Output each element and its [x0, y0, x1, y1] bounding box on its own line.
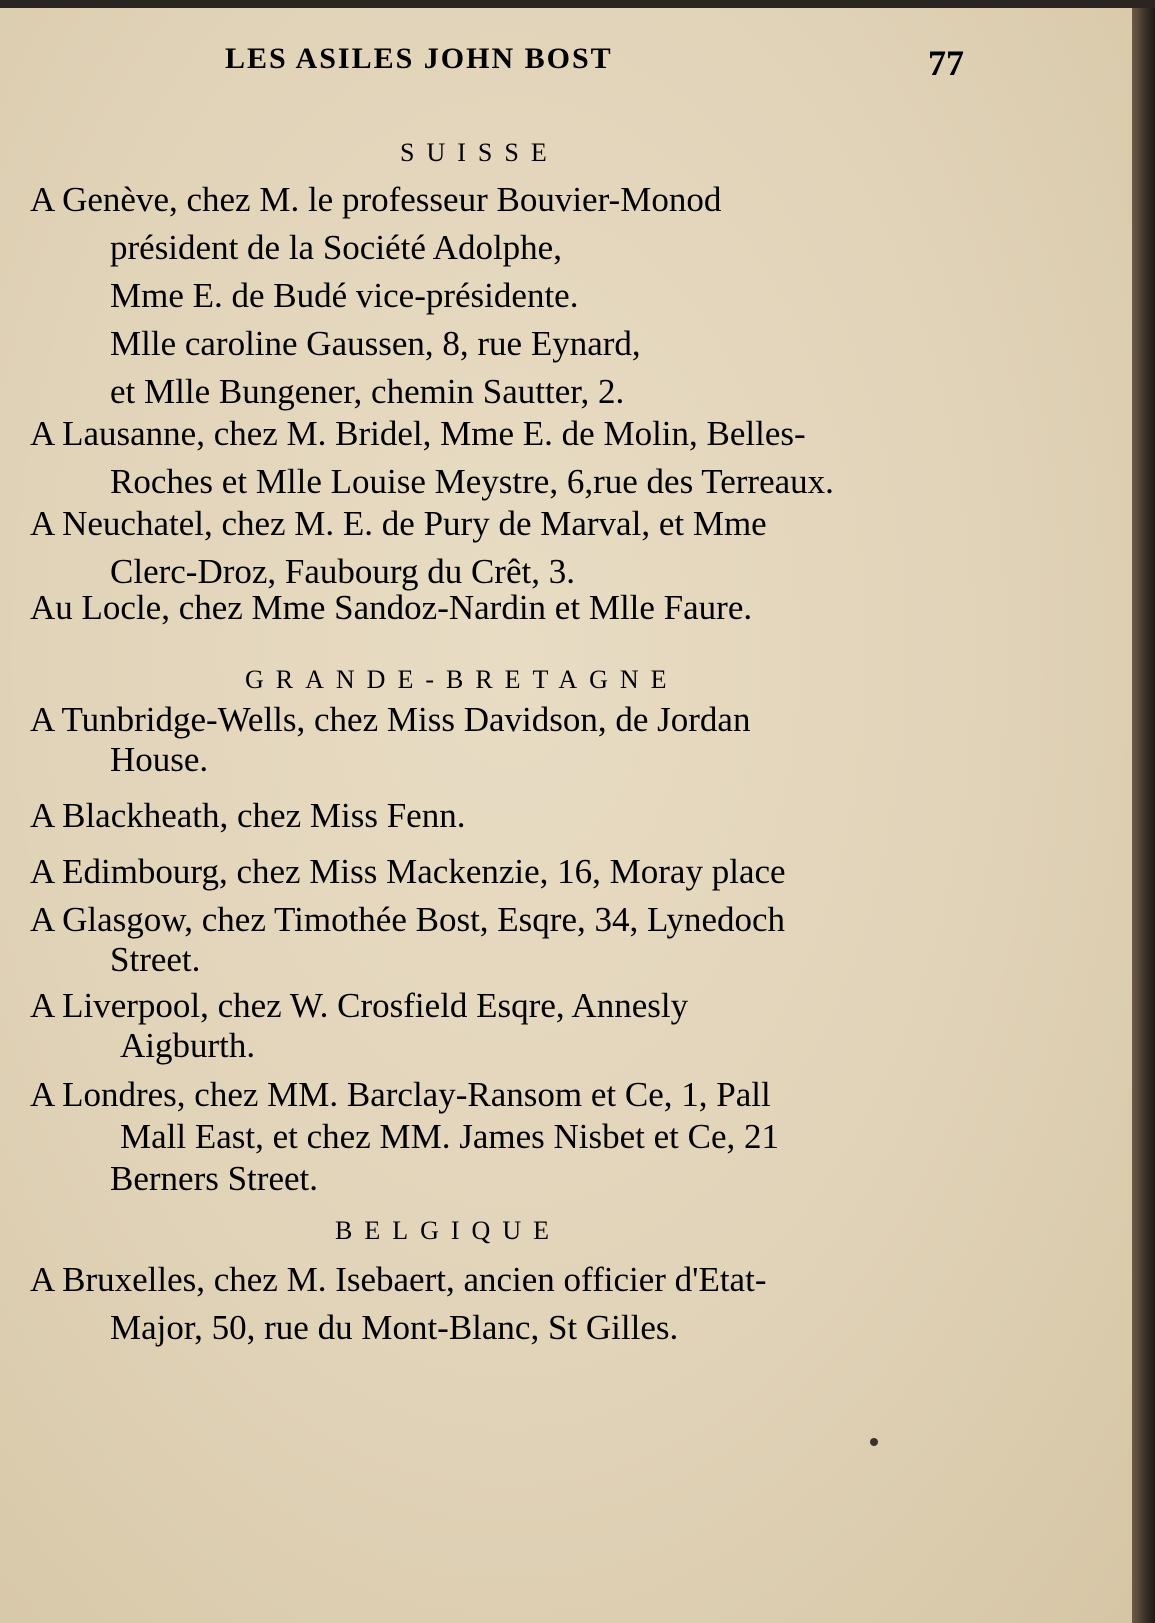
entry-line: Clerc-Droz, Faubourg du Crêt, 3. — [110, 552, 575, 591]
entry-line: président de la Société Adolphe, — [110, 228, 562, 267]
entry-tunbridge-wells — [30, 700, 980, 780]
entry-line: A Bruxelles, chez M. Isebaert, ancien officier d'Etat- — [30, 1260, 767, 1299]
running-title: LES ASILES JOHN BOST — [225, 42, 613, 75]
entry-line: A Neuchatel, chez M. E. de Pury de Marval, et Mme — [30, 504, 767, 543]
section-title-suisse: SUISSE — [400, 138, 559, 167]
entry-line: A Edimbourg, chez Miss Mackenzie, 16, Moray place — [30, 852, 786, 891]
entry-neuchatel — [30, 500, 980, 596]
section-title-belgique: BELGIQUE — [335, 1216, 561, 1245]
entry-londres — [30, 1074, 980, 1200]
entry-line: Roches et Mlle Louise Meystre, 6,rue des Terreaux. — [110, 462, 834, 501]
entry-line: A Genève, chez M. le professeur Bouvier-Monod — [30, 180, 722, 219]
entry-line: Mall East, et chez MM. James Nisbet et Ce, 21 — [120, 1117, 780, 1156]
entry-line: Aigburth. — [120, 1026, 256, 1065]
entry-glasgow — [30, 900, 980, 980]
entry-line: A Blackheath, chez Miss Fenn. — [30, 796, 466, 835]
ink-speck — [870, 1438, 878, 1446]
entry-line: Street. — [110, 940, 201, 979]
page-number: 77 — [928, 43, 964, 83]
entry-line: House. — [110, 740, 209, 779]
section-title-grande-bretagne: GRANDE-BRETAGNE — [245, 665, 679, 694]
page-edge — [1132, 8, 1155, 1623]
entry-line: Au Locle, chez Mme Sandoz-Nardin et Mlle Faure. — [30, 588, 753, 627]
entry-edimbourg — [30, 848, 980, 896]
entry-blackheath — [30, 792, 980, 840]
entry-geneve — [30, 176, 980, 416]
entry-liverpool — [30, 986, 980, 1066]
entry-line: A Liverpool, chez W. Crosfield Esqre, Annesly — [30, 986, 689, 1025]
entry-line: A Glasgow, chez Timothée Bost, Esqre, 34, Lynedoch — [30, 900, 786, 939]
entry-locle — [30, 584, 980, 632]
entry-line: Mlle caroline Gaussen, 8, rue Eynard, — [110, 324, 641, 363]
entry-bruxelles — [30, 1256, 980, 1352]
entry-line: Berners Street. — [110, 1159, 318, 1198]
entry-lausanne — [30, 410, 980, 506]
entry-line: et Mlle Bungener, chemin Sautter, 2. — [110, 372, 625, 411]
entry-line: A Lausanne, chez M. Bridel, Mme E. de Molin, Belles- — [30, 414, 806, 453]
entry-line: Major, 50, rue du Mont-Blanc, St Gilles. — [110, 1308, 679, 1347]
entry-line: A Tunbridge-Wells, chez Miss Davidson, de Jordan — [30, 700, 751, 739]
entry-line: A Londres, chez MM. Barclay-Ransom et Ce, 1, Pall — [30, 1075, 771, 1114]
entry-line: Mme E. de Budé vice-présidente. — [110, 276, 579, 315]
